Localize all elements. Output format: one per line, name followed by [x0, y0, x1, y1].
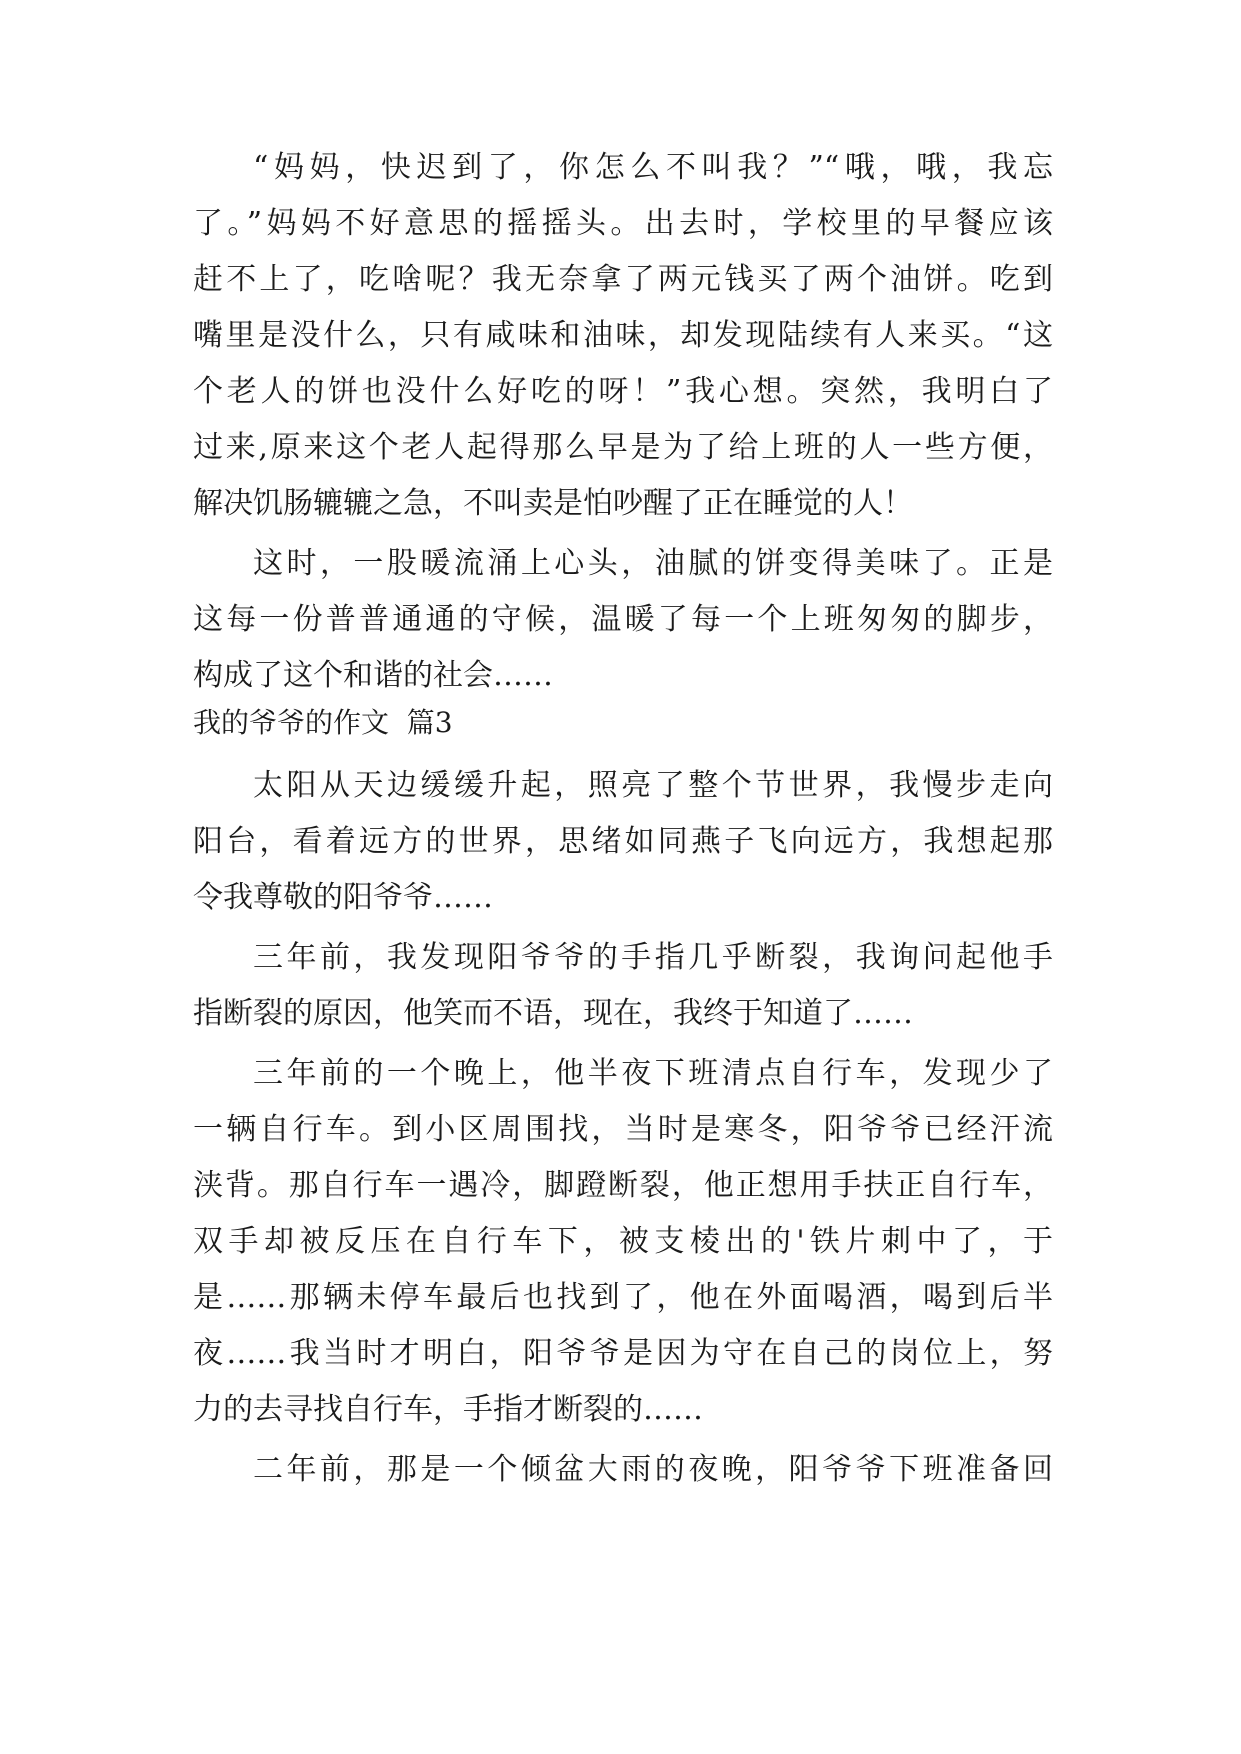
- paragraph-line: 浃背。那自行车一遇冷，脚蹬断裂，他正想用手扶正自行车，: [193, 1168, 1053, 1203]
- paragraph-line: 构成了这个和谐的社会……: [193, 658, 553, 693]
- paragraph-line: 个老人的饼也没什么好吃的呀！”我心想。突然，我明白了: [193, 374, 1053, 409]
- paragraph-line: 指断裂的原因，他笑而不语，现在，我终于知道了……: [193, 996, 913, 1031]
- paragraph-line: 力的去寻找自行车，手指才断裂的……: [193, 1392, 703, 1427]
- paragraph-line: 解决饥肠辘辘之急，不叫卖是怕吵醒了正在睡觉的人！: [193, 486, 913, 521]
- paragraph-line: 过来,原来这个老人起得那么早是为了给上班的人一些方便，: [193, 430, 1053, 465]
- paragraph-line: 这每一份普普通通的守候，温暖了每一个上班匆匆的脚步，: [193, 602, 1053, 637]
- paragraph-line: 太阳从天边缓缓升起，照亮了整个节世界，我慢步走向: [253, 768, 1053, 803]
- paragraph-line: 夜……我当时才明白，阳爷爷是因为守在自己的岗位上，努: [193, 1336, 1053, 1371]
- paragraph-line: 了。”妈妈不好意思的摇摇头。出去时，学校里的早餐应该: [193, 206, 1053, 241]
- paragraph-line: 二年前，那是一个倾盆大雨的夜晚，阳爷爷下班准备回: [253, 1452, 1053, 1487]
- paragraph-line: 三年前，我发现阳爷爷的手指几乎断裂，我询问起他手: [253, 940, 1053, 975]
- paragraph-line: 嘴里是没什么，只有咸味和油味，却发现陆续有人来买。“这: [193, 318, 1053, 353]
- section-heading: 我的爷爷的作文 篇3: [193, 706, 453, 739]
- paragraph-line: 双手却被反压在自行车下，被支棱出的'铁片刺中了，于: [193, 1224, 1053, 1259]
- paragraph-line: “妈妈，快迟到了，你怎么不叫我？”“哦，哦，我忘: [253, 150, 1053, 185]
- paragraph-line: 是……那辆未停车最后也找到了，他在外面喝酒，喝到后半: [193, 1280, 1053, 1315]
- paragraph-line: 令我尊敬的阳爷爷……: [193, 880, 493, 915]
- paragraph-line: 一辆自行车。到小区周围找，当时是寒冬，阳爷爷已经汗流: [193, 1112, 1053, 1147]
- paragraph-line: 这时，一股暖流涌上心头，油腻的饼变得美味了。正是: [253, 546, 1053, 581]
- paragraph-line: 赶不上了，吃啥呢？我无奈拿了两元钱买了两个油饼。吃到: [193, 262, 1053, 297]
- paragraph-line: 三年前的一个晚上，他半夜下班清点自行车，发现少了: [253, 1056, 1053, 1091]
- paragraph-line: 阳台，看着远方的世界，思绪如同燕子飞向远方，我想起那: [193, 824, 1053, 859]
